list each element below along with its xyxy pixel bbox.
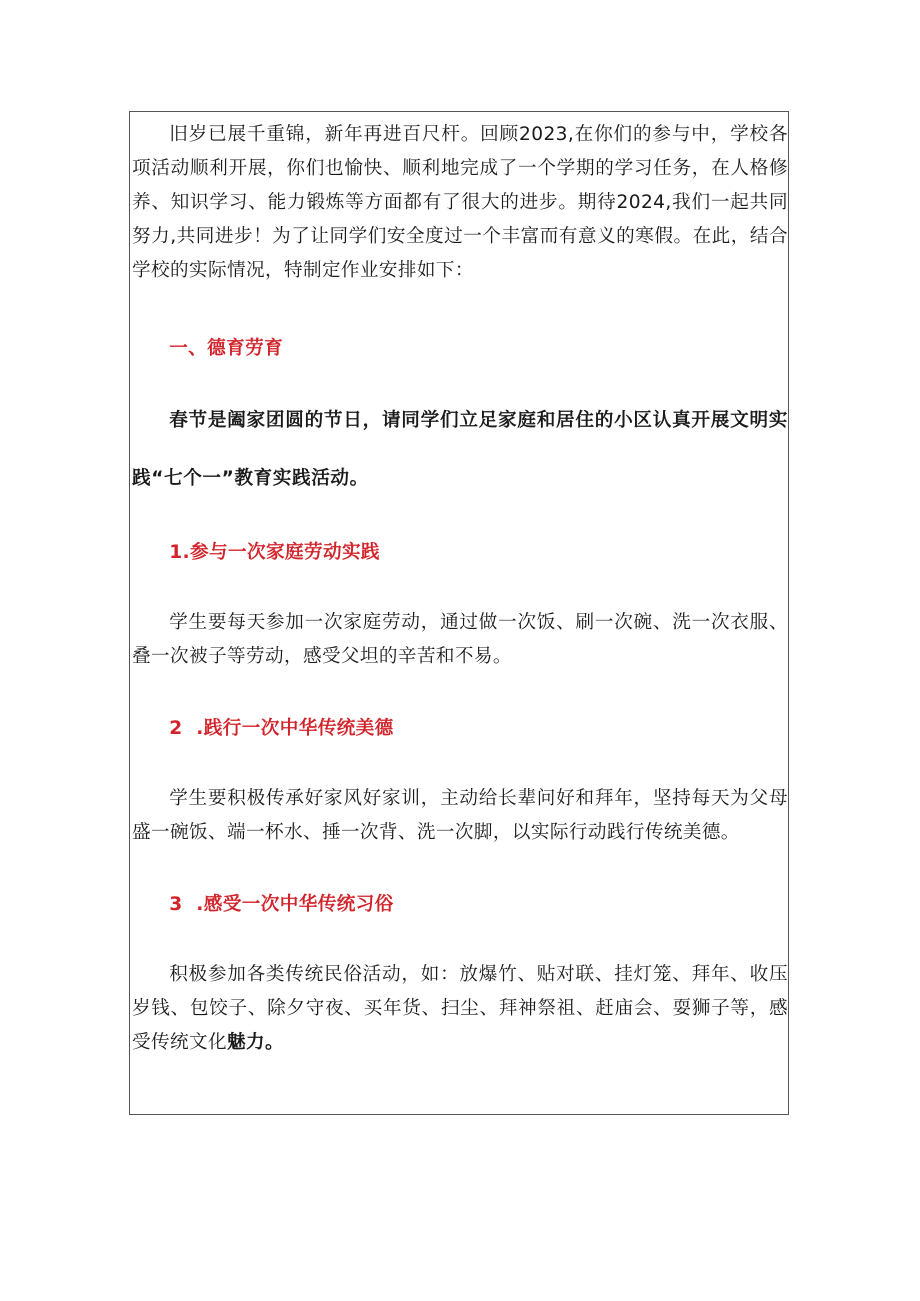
spacer — [132, 922, 788, 958]
spacer — [132, 570, 788, 606]
item-body-1: 学生要每天参加一次家庭劳动，通过做一次饭、刷一次碗、洗一次衣服、叠一次被子等劳动，感受父坦的辛苦和不易。 — [132, 612, 788, 667]
document-frame — [129, 111, 789, 1115]
item-body-3 — [132, 958, 788, 1060]
section-heading-moral-labor: 一、德育劳育 — [169, 338, 284, 359]
item-heading-2: 2 .践行一次中华传统美德 — [169, 718, 394, 739]
spacer — [132, 366, 788, 392]
intro-paragraph: 旧岁已展千重锦，新年再进百尺杆。回顾2023,在你们的参与中，学校各项活动顺利开展，你们也愉快、顺利地完成了一个学期的学习任务，在人格修养、知识学习、能力锻炼等方面都有了很大的进步。期待2024,我们一起共同努力,共同进步！为了让同学们安全度过一个丰富而有意义的寒假。在此，结合学校的实际情况，特制定作业安排如下： — [132, 124, 788, 281]
item-heading-1: 1.参与一次家庭劳动实践 — [169, 542, 380, 563]
item-body-3-text: 积极参加各类传统民俗活动，如：放爆竹、贴对联、挂灯笼、拜年、收压岁钱、包饺子、除夕守夜、买年货、扫尘、拜神祭祖、赶庙会、耍狮子等，感受传统文化 — [132, 964, 788, 1053]
spacer — [132, 508, 788, 536]
spacer — [132, 674, 788, 712]
item-heading-3: 3 .感受一次中华传统习俗 — [169, 894, 394, 915]
item-body-3-bold-tail: 魅力。 — [226, 1032, 284, 1053]
item-body-2: 学生要积极传承好家风好家训，主动给长辈问好和拜年，坚持每天为父母盛一碗饭、端一杯水、捶一次背、洗一次脚，以实际行动践行传统美德。 — [132, 788, 788, 843]
spacer — [132, 746, 788, 782]
spacer — [132, 288, 788, 332]
spacer — [132, 850, 788, 888]
section-lead-paragraph: 春节是阖家团圆的节日，请同学们立足家庭和居住的小区认真开展文明实践“七个一”教育实践活动。 — [132, 410, 788, 489]
